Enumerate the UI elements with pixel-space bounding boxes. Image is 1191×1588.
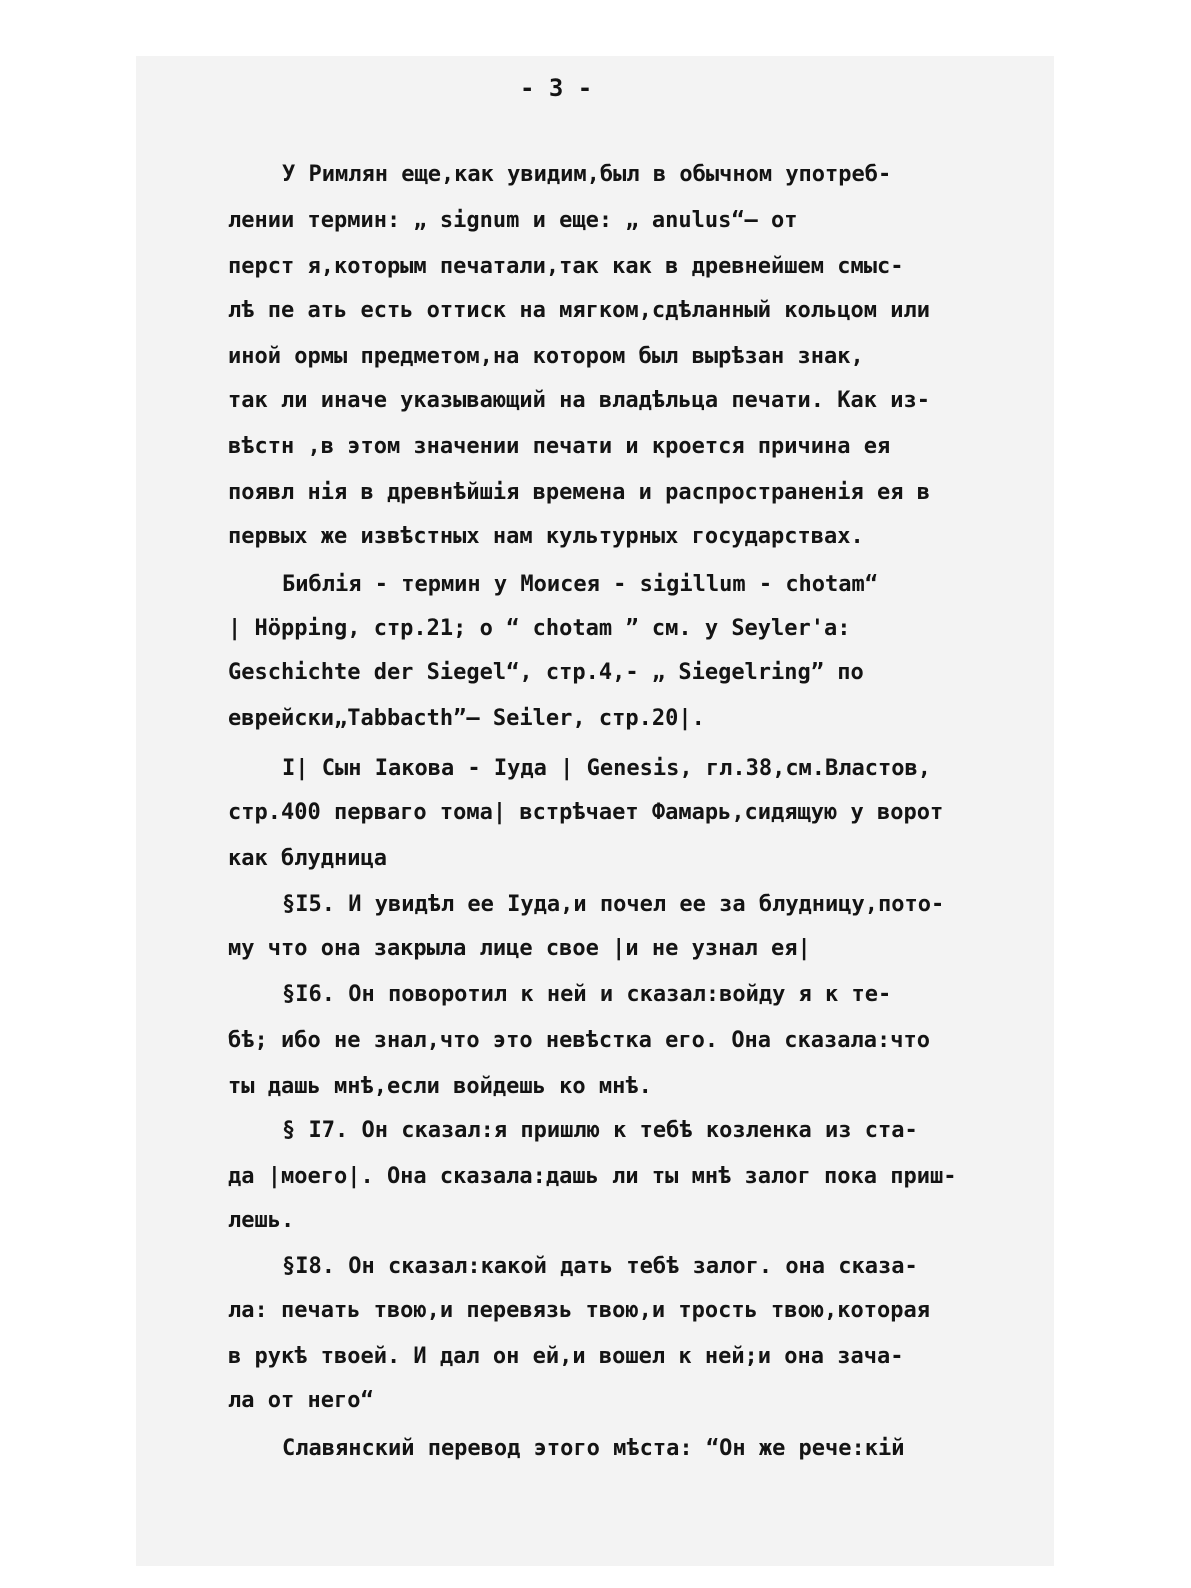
text-line: ты дашь мнѣ,если войдешь ко мнѣ. — [228, 1074, 652, 1099]
text-line: | Höpping, стр.21; о “ chotam ” см. у Seyler'a: — [228, 616, 851, 641]
text-line: как блудница — [228, 846, 387, 871]
text-line: первых же извѣстных нам культурных государствах. — [228, 524, 864, 549]
text-line: У Римлян еще,как увидим,был в обычном употреб- — [282, 162, 892, 187]
text-line: в рукѣ твоей. И дал он ей,и вошел к ней;и она зача- — [228, 1344, 904, 1369]
text-line: му что она закрыла лице свое |и не узнал ея| — [228, 936, 811, 961]
text-line: Славянский перевод этого мѣста: “Он же рече:кій — [282, 1436, 905, 1461]
text-line: § I7. Он сказал:я пришлю к тебѣ козленка из ста- — [282, 1118, 918, 1143]
text-line: лѣ пе ать есть оттиск на мягком,сдѣланный кольцом или — [228, 298, 930, 323]
text-line: стр.400 перваго тома| встрѣчает Фамарь,сидящую у ворот — [228, 800, 944, 825]
text-line: появл нія в древнѣйшія времена и распространенія ея в — [228, 480, 930, 505]
text-line: еврейски„Tabbacth”– Seiler, стр.20|. — [228, 706, 705, 731]
text-line: лешь. — [228, 1208, 295, 1233]
text-line: иной ормы предметом,на котором был вырѣзан знак, — [228, 344, 864, 369]
text-line: Библія - термин у Моисея - sigillum - chotam“ — [282, 572, 879, 597]
text-line: §I5. И увидѣл ее Iуда,и почел ее за блудницу,пото- — [282, 892, 945, 917]
text-line: ла от него“ — [228, 1388, 374, 1413]
text-line: да |моего|. Она сказала:дашь ли ты мнѣ залог пока приш- — [228, 1164, 957, 1189]
text-line: вѣстн ,в этом значении печати и кроется причина ея — [228, 434, 891, 459]
text-line: перст я,которым печатали,так как в древнейшем смыс- — [228, 254, 904, 279]
text-line: Geschichte der Siegel“, стр.4,- „ Siegelring” по — [228, 660, 864, 685]
text-line: так ли иначе указывающий на владѣльца печати. Как из- — [228, 388, 930, 413]
text-line: §I8. Он сказал:какой дать тебѣ залог. она сказа- — [282, 1254, 918, 1279]
text-line: ла: печать твою,и перевязь твою,и трость твою,которая — [228, 1298, 930, 1323]
text-line: бѣ; ибо не знал,что это невѣстка его. Она сказала:что — [228, 1028, 930, 1053]
text-line: лении термин: „ signum и еще: „ anulus“– от — [228, 208, 798, 233]
text-line: §I6. Он поворотил к ней и сказал:войду я к те- — [282, 982, 892, 1007]
text-line: I| Сын Iакова - Iуда | Genesis, гл.38,см.Властов, — [282, 756, 932, 781]
page-number: - 3 - — [520, 74, 593, 102]
